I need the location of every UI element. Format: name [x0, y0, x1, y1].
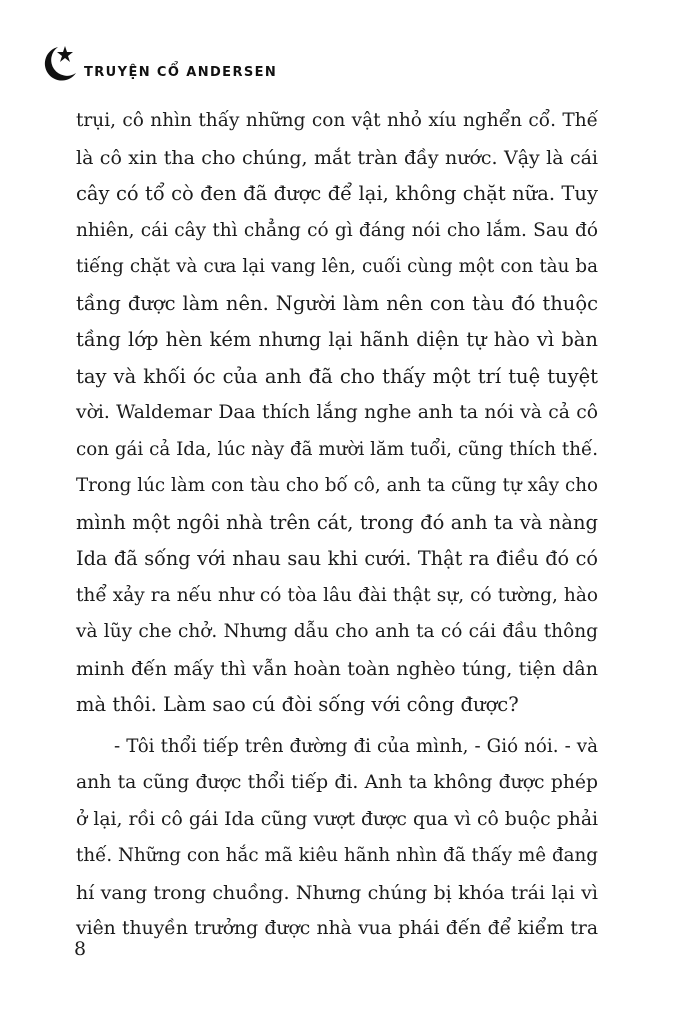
page-number: 8 [74, 938, 87, 960]
text-line: anh ta cũng được thổi tiếp đi. Anh ta không được phép [76, 772, 598, 793]
text-line: là cô xin tha cho chúng, mắt tràn đầy nước. Vậy là cái [76, 146, 598, 169]
body-text [76, 103, 598, 948]
text-line: con gái cả Ida, lúc này đã mười lăm tuổi, cũng thích thế. [76, 438, 598, 460]
text-line: tầng được làm nên. Người làm nên con tàu đó thuộc [76, 291, 598, 315]
text-line: mà thôi. Làm sao cú đòi sống với công được? [76, 693, 519, 716]
paragraph [76, 103, 598, 724]
text-line: cây có tổ cò đen đã được để lại, không chặt nữa. Tuy [76, 182, 598, 205]
series-title: TRUYỆN CỔ ANDERSEN [84, 65, 278, 80]
text-line: ở lại, rồi cô gái Ida cũng vượt được qua vì cô buộc phải [76, 808, 598, 830]
text-line: thể xảy ra nếu như có tòa lâu đài thật sự, có tường, hào [76, 584, 598, 606]
text-line: mình một ngôi nhà trên cát, trong đó anh ta và nàng [76, 510, 598, 534]
crescent-star-icon [36, 38, 84, 86]
text-line: nhiên, cái cây thì chẳng có gì đáng nói cho lắm. Sau đó [76, 219, 598, 241]
text-line: tiếng chặt và cưa lại vang lên, cuối cùng một con tàu ba [76, 256, 598, 277]
text-line: tay và khối óc của anh đã cho thấy một trí tuệ tuyệt [76, 364, 598, 388]
running-header [36, 38, 436, 86]
text-line: Trong lúc làm con tàu cho bố cô, anh ta cũng tự xây cho [76, 475, 598, 496]
text-line: và lũy che chở. Nhưng dẫu cho anh ta có cái đầu thông [76, 621, 598, 642]
text-line: tầng lớp hèn kém nhưng lại hãnh diện tự hào vì bàn [76, 328, 598, 351]
paragraph [76, 729, 598, 948]
text-line: - Tôi thổi tiếp trên đường đi của mình, - Gió nói. - và [114, 735, 598, 757]
text-line: vời. Waldemar Daa thích lắng nghe anh ta nói và cả cô [76, 402, 598, 423]
text-line: hí vang trong chuồng. Nhưng chúng bị khóa trái lại vì [76, 881, 598, 904]
text-line: minh đến mấy thì vẫn hoàn toàn nghèo túng, tiện dân [76, 657, 598, 680]
text-line: viên thuyền trưởng được nhà vua phái đến để kiểm tra [76, 918, 598, 939]
text-line: Ida đã sống với nhau sau khi cưới. Thật ra điều đó có [76, 547, 598, 570]
text-line: thế. Những con hắc mã kiêu hãnh nhìn đã thấy mê đang [76, 845, 598, 866]
text-line: trụi, cô nhìn thấy những con vật nhỏ xíu nghển cổ. Thế [76, 110, 598, 131]
